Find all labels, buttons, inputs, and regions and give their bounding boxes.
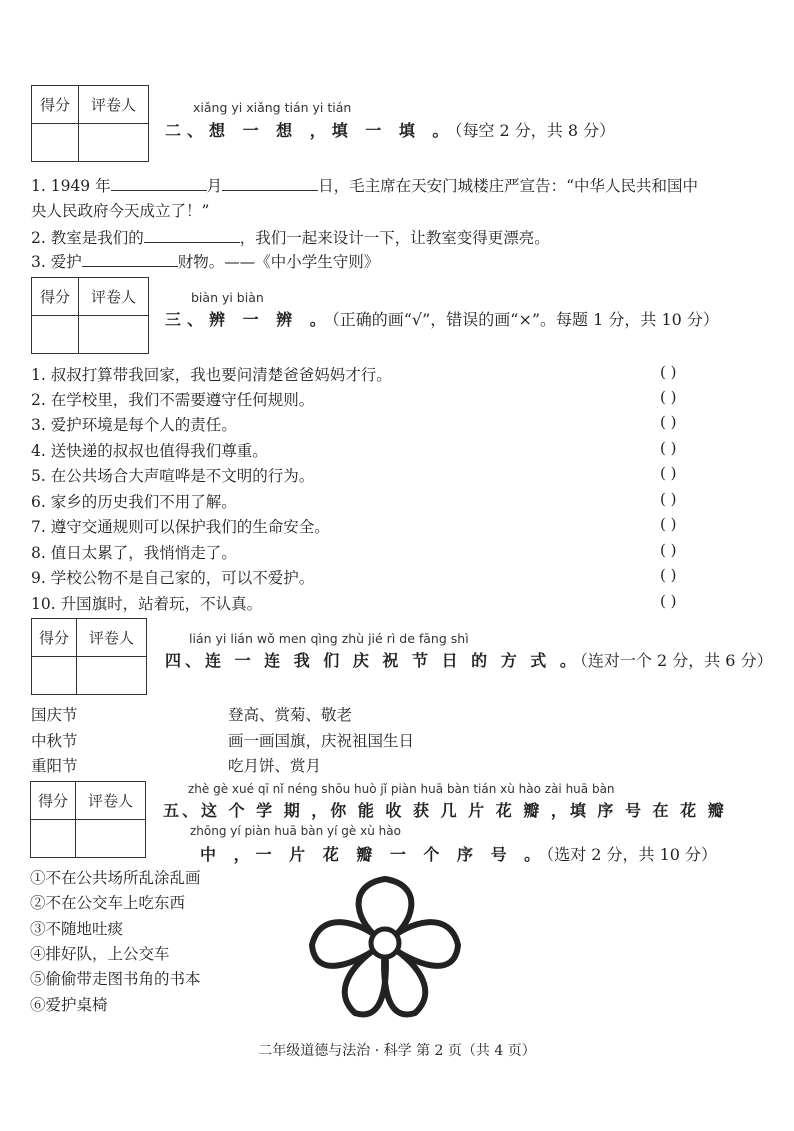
list-item: 2. 在学校里，我们不需要遵守任何规则。 [31,391,315,409]
section5-heading-1 [163,798,727,821]
section3-note: （正确的画“√”，错误的画“×”。每题 1 分，共 10 分） [331,310,719,329]
flower-diagram [300,865,470,1025]
score-label: 得分 [32,619,77,657]
q1-blank-day[interactable] [222,176,318,191]
score-table-section5 [30,781,146,858]
flower-center [371,929,399,957]
grader-label: 评卷人 [79,86,149,124]
score-table-section2 [31,85,149,162]
answer-paren[interactable]: ( ) [660,439,677,457]
option-item: ③不随地吐痰 [30,920,124,938]
grader-label: 评卷人 [77,619,147,657]
section2-q1-cont: 央人民政府今天成立了！” [31,202,210,220]
section2-q2 [31,226,550,248]
option-item: ⑥爱护桌椅 [30,996,108,1014]
section5-heading-2 [200,842,717,865]
section5-title-2: 中 ，一 片 花 瓣 一 个 序 号 。 [200,845,547,864]
section2-q3 [31,250,379,272]
section2-pinyin: xiǎng yi xiǎng tián yi tián [193,100,352,115]
grader-cell[interactable] [76,820,146,858]
q3-text-a: 3. 爱护 [31,253,82,271]
section3-pinyin: biàn yi biàn [191,290,264,305]
list-item: 5. 在公共场合大声喧哗是不文明的行为。 [31,467,315,485]
grader-cell[interactable] [79,316,149,354]
score-cell[interactable] [32,124,79,162]
festival-left[interactable]: 中秋节 [31,732,78,750]
list-item: 3. 爱护环境是每个人的责任。 [31,416,237,434]
answer-paren[interactable]: ( ) [660,388,677,406]
score-cell[interactable] [32,316,79,354]
q2-blank[interactable] [144,228,240,243]
section4-heading [165,648,773,671]
score-label: 得分 [31,782,76,820]
score-label: 得分 [32,278,79,316]
section2-q1 [31,174,698,196]
section4-note: （连对一个 2 分，共 6 分） [579,651,773,670]
section2-title: 二、想 一 想 ，填 一 填 。 [165,121,455,140]
option-item: ⑤偷偷带走图书角的书本 [30,970,201,988]
answer-paren[interactable]: ( ) [660,464,677,482]
section5-title-1: 五、这 个 学 期 ，你 能 收 获 几 片 花 瓣 ，填 序 号 在 花 瓣 [163,801,727,820]
answer-paren[interactable]: ( ) [660,566,677,584]
section2-heading [165,118,615,141]
list-item: 4. 送快递的叔叔也值得我们尊重。 [31,442,268,460]
list-item: 1. 叔叔打算带我回家，我也要问清楚爸爸妈妈才行。 [31,366,392,384]
section3-title: 三、辨 一 辨 。 [165,310,332,329]
q1-text-b: 月 [206,177,223,195]
list-item: 9. 学校公物不是自己家的，可以不爱护。 [31,569,315,587]
q3-blank[interactable] [82,252,178,267]
festival-left[interactable]: 重阳节 [31,757,78,775]
answer-paren[interactable]: ( ) [660,541,677,559]
list-item: 10. 升国旗时，站着玩，不认真。 [31,595,263,613]
q1-blank-month[interactable] [111,176,207,191]
list-item: 8. 值日太累了，我悄悄走了。 [31,544,237,562]
answer-paren[interactable]: ( ) [660,363,677,381]
list-item: 7. 遵守交通规则可以保护我们的生命安全。 [31,518,330,536]
festival-left[interactable]: 国庆节 [31,706,78,724]
option-item: ①不在公共场所乱涂乱画 [30,869,201,887]
grader-cell[interactable] [77,657,147,695]
section2-note: （每空 2 分，共 8 分） [454,121,616,140]
grader-cell[interactable] [79,124,149,162]
answer-paren[interactable]: ( ) [660,490,677,508]
q2-text-a: 2. 教室是我们的 [31,229,144,247]
score-cell[interactable] [31,820,76,858]
score-table-section4 [31,618,147,695]
page-footer: 二年级道德与法治 · 科学 第 2 页（共 4 页） [258,1043,536,1059]
score-table-section3 [31,277,149,354]
option-item: ④排好队，上公交车 [30,945,170,963]
option-item: ②不在公交车上吃东西 [30,894,186,912]
section4-title: 四、连 一 连 我 们 庆 祝 节 日 的 方 式 。 [165,651,580,670]
list-item: 6. 家乡的历史我们不用了解。 [31,493,237,511]
section5-pinyin-1: zhè gè xué qī nǐ néng shōu huò jǐ piàn huā bàn tián xù hào zài huā bàn [188,782,615,796]
section4-pinyin: lián yi lián wǒ men qìng zhù jié rì de fāng shì [189,631,469,646]
q3-text-b: 财物。——《中小学生守则》 [177,253,380,271]
q2-text-b: ，我们一起来设计一下，让教室变得更漂亮。 [239,229,550,247]
score-cell[interactable] [32,657,77,695]
q1-text-a: 1. 1949 年 [31,177,111,195]
grader-label: 评卷人 [76,782,146,820]
score-label: 得分 [32,86,79,124]
section5-note: （选对 2 分，共 10 分） [546,845,718,864]
custom-right[interactable]: 登高、赏菊、敬老 [228,706,353,724]
answer-paren[interactable]: ( ) [660,413,677,431]
custom-right[interactable]: 画一画国旗，庆祝祖国生日 [228,732,415,750]
answer-paren[interactable]: ( ) [660,515,677,533]
custom-right[interactable]: 吃月饼、赏月 [228,757,322,775]
answer-paren[interactable]: ( ) [660,592,677,610]
q1-text-c: 日，毛主席在天安门城楼庄严宣告：“中华人民共和国中 [318,177,699,195]
section5-pinyin-2: zhōng yí piàn huā bàn yí gè xù hào [190,824,401,838]
grader-label: 评卷人 [79,278,149,316]
section3-heading [165,307,719,330]
